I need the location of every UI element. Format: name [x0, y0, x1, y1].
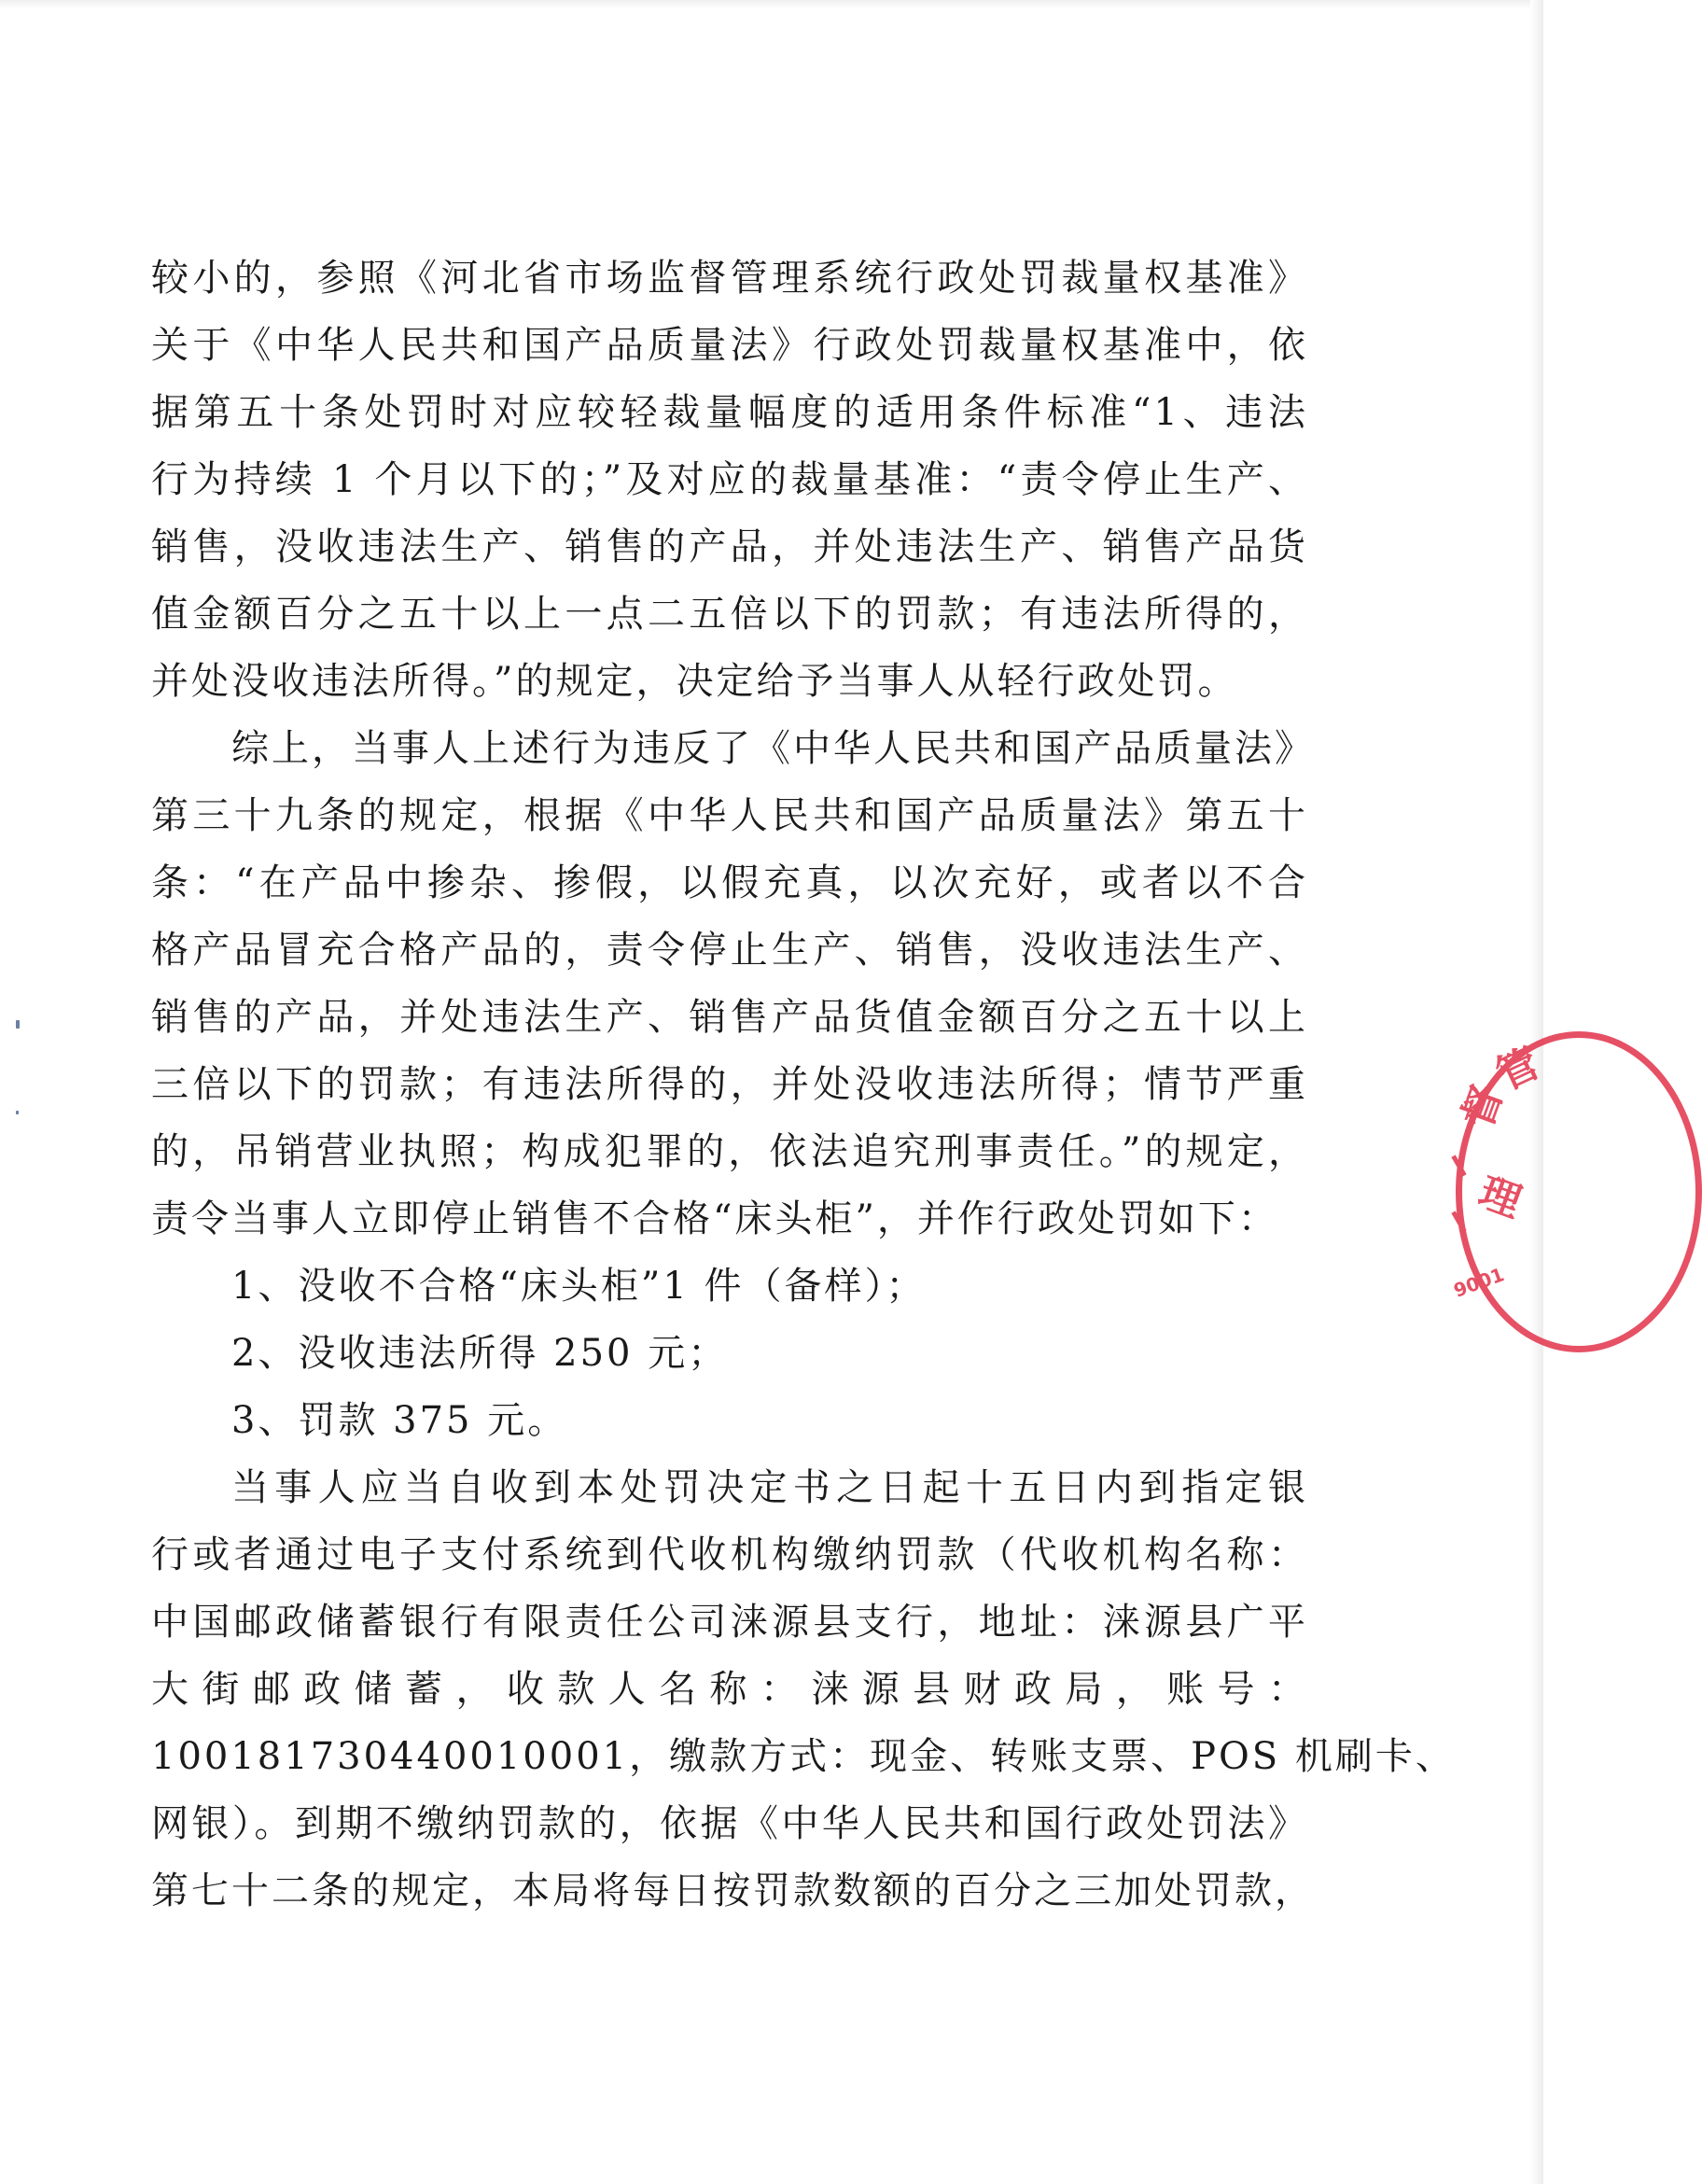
- seal-mark: [1451, 1155, 1466, 1176]
- text-line: 格产品冒充合格产品的，责令停止生产、销售，没收违法生产、: [151, 929, 1308, 972]
- text-line: 100181730440010001，缴款方式：现金、转账支票、POS 机刷卡、: [151, 1735, 1456, 1778]
- text-line: 并处没收违法所得。”的规定，决定给予当事人从轻行政处罚。: [151, 660, 1238, 703]
- text-line: 综上，当事人上述行为违反了《中华人民共和国产品质量法》: [231, 727, 1315, 770]
- official-seal: [1450, 1031, 1702, 1352]
- text-line: 值金额百分之五十以上一点二五倍以下的罚款；有违法所得的，: [151, 593, 1308, 636]
- seal-char: 督: [1453, 1079, 1513, 1134]
- scan-speck: [16, 1111, 19, 1114]
- scan-edge-top: [0, 0, 1543, 9]
- text-line: 第七十二条的规定，本局将每日按罚款数额的百分之三加处罚款，: [151, 1869, 1315, 1912]
- text-line: 当事人应当自收到本处罚决定书之日起十五日内到指定银: [231, 1466, 1308, 1509]
- seal-char: 管: [1489, 1039, 1547, 1100]
- seal-mark: [1451, 1211, 1466, 1232]
- text-line: 1、没收不合格“床头柜”1 件（备样）；: [231, 1265, 927, 1308]
- text-line: 行或者通过电子支付系统到代收机构缴纳罚款（代收机构名称：: [151, 1533, 1308, 1576]
- scan-speck: [16, 1020, 20, 1029]
- text-line: 大街邮政储蓄，收款人名称：涞源县财政局，账号：: [151, 1668, 1308, 1711]
- text-line: 销售的产品，并处违法生产、销售产品货值金额百分之五十以上: [151, 996, 1308, 1039]
- seal-char: 理: [1472, 1168, 1528, 1227]
- text-line: 据第五十条处罚时对应较轻裁量幅度的适用条件标准“1、违法: [151, 391, 1308, 434]
- text-line: 网银）。到期不缴纳罚款的，依据《中华人民共和国行政处罚法》: [151, 1802, 1308, 1845]
- text-line: 三倍以下的罚款；有违法所得的，并处没收违法所得；情节严重: [151, 1063, 1308, 1106]
- text-line: 中国邮政储蓄银行有限责任公司涞源县支行，地址：涞源县广平: [151, 1601, 1308, 1644]
- text-line: 条：“在产品中掺杂、掺假，以假充真，以次充好，或者以不合: [151, 861, 1308, 904]
- text-line: 的，吊销营业执照；构成犯罪的，依法追究刑事责任。”的规定，: [151, 1130, 1308, 1173]
- text-line: 第三十九条的规定，根据《中华人民共和国产品质量法》第五十: [151, 794, 1308, 837]
- document-body: [151, 245, 1456, 1925]
- seal-number: 9001: [1450, 1263, 1508, 1302]
- text-line: 销售，没收违法生产、销售的产品，并处违法生产、销售产品货: [151, 525, 1308, 568]
- text-line: 较小的，参照《河北省市场监督管理系统行政处罚裁量权基准》: [151, 257, 1308, 300]
- text-line: 2、没收违法所得 250 元；: [231, 1332, 729, 1375]
- text-line: 责令当事人立即停止销售不合格“床头柜”，并作行政处罚如下：: [151, 1197, 1278, 1240]
- text-line: 3、罚款 375 元。: [231, 1399, 568, 1442]
- text-line: 行为持续 1 个月以下的；”及对应的裁量基准：“责令停止生产、: [151, 458, 1308, 501]
- text-line: 关于《中华人民共和国产品质量法》行政处罚裁量权基准中，依: [151, 324, 1308, 367]
